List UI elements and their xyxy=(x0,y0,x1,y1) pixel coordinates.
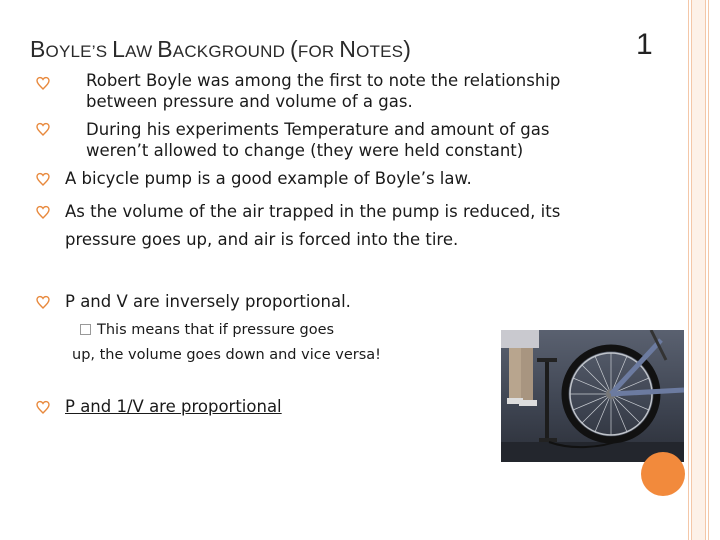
title-part: ’ xyxy=(91,42,96,61)
bullet-text: weren’t allowed to change (they were held constant) xyxy=(86,141,524,160)
sub-bullet-text: up, the volume goes down and vice versa! xyxy=(72,347,381,363)
decorative-border-line xyxy=(705,0,706,540)
title-part: B xyxy=(30,36,46,62)
bicycle-pump-photo xyxy=(501,330,684,462)
decorative-border-line xyxy=(688,0,689,540)
title-part: ACKGROUND xyxy=(172,42,291,61)
bullet-icon xyxy=(36,76,50,90)
title-part: AW xyxy=(125,42,158,61)
sub-bullet-text: This means that if pressure goes xyxy=(97,322,335,338)
bullet-text: During his experiments Temperature and amount of gas xyxy=(86,120,550,139)
title-part: B xyxy=(157,36,173,62)
title-part: N xyxy=(339,36,357,62)
title-part: OYLE xyxy=(45,42,92,61)
title-part: L xyxy=(112,36,126,62)
title-part: ( xyxy=(290,36,298,62)
bullet-text: between pressure and volume of a gas. xyxy=(86,92,413,111)
bullet-icon xyxy=(36,205,50,219)
decorative-border-line xyxy=(691,0,692,540)
bullet-text: A bicycle pump is a good example of Boyle’s law. xyxy=(65,169,472,188)
title-part: ) xyxy=(403,36,412,62)
slide-number: 1 xyxy=(636,28,653,61)
decorative-border-line xyxy=(708,0,709,540)
bullet-text: pressure goes up, and air is forced into the tire. xyxy=(65,230,459,249)
sub-bullet-line xyxy=(80,320,334,340)
decorative-border-band xyxy=(691,0,705,540)
bullet-icon xyxy=(36,295,50,309)
bullet-icon xyxy=(36,122,50,136)
title-part: FOR xyxy=(297,42,340,61)
bullet-text: As the volume of the air trapped in the pump is reduced, its xyxy=(65,202,561,221)
bullet-text: Robert Boyle was among the first to note the relationship xyxy=(86,71,561,90)
decorative-orange-circle xyxy=(641,452,685,496)
bullet-icon xyxy=(36,400,50,414)
title-part: OTES xyxy=(356,42,404,61)
title-part: S xyxy=(95,42,113,61)
slide-title xyxy=(30,36,411,63)
bullet-text: P and V are inversely proportional. xyxy=(65,292,351,311)
proportional-link[interactable]: P and 1/V are proportional xyxy=(65,397,282,416)
bullet-icon xyxy=(36,172,50,186)
sub-bullet-marker-icon xyxy=(80,324,91,335)
